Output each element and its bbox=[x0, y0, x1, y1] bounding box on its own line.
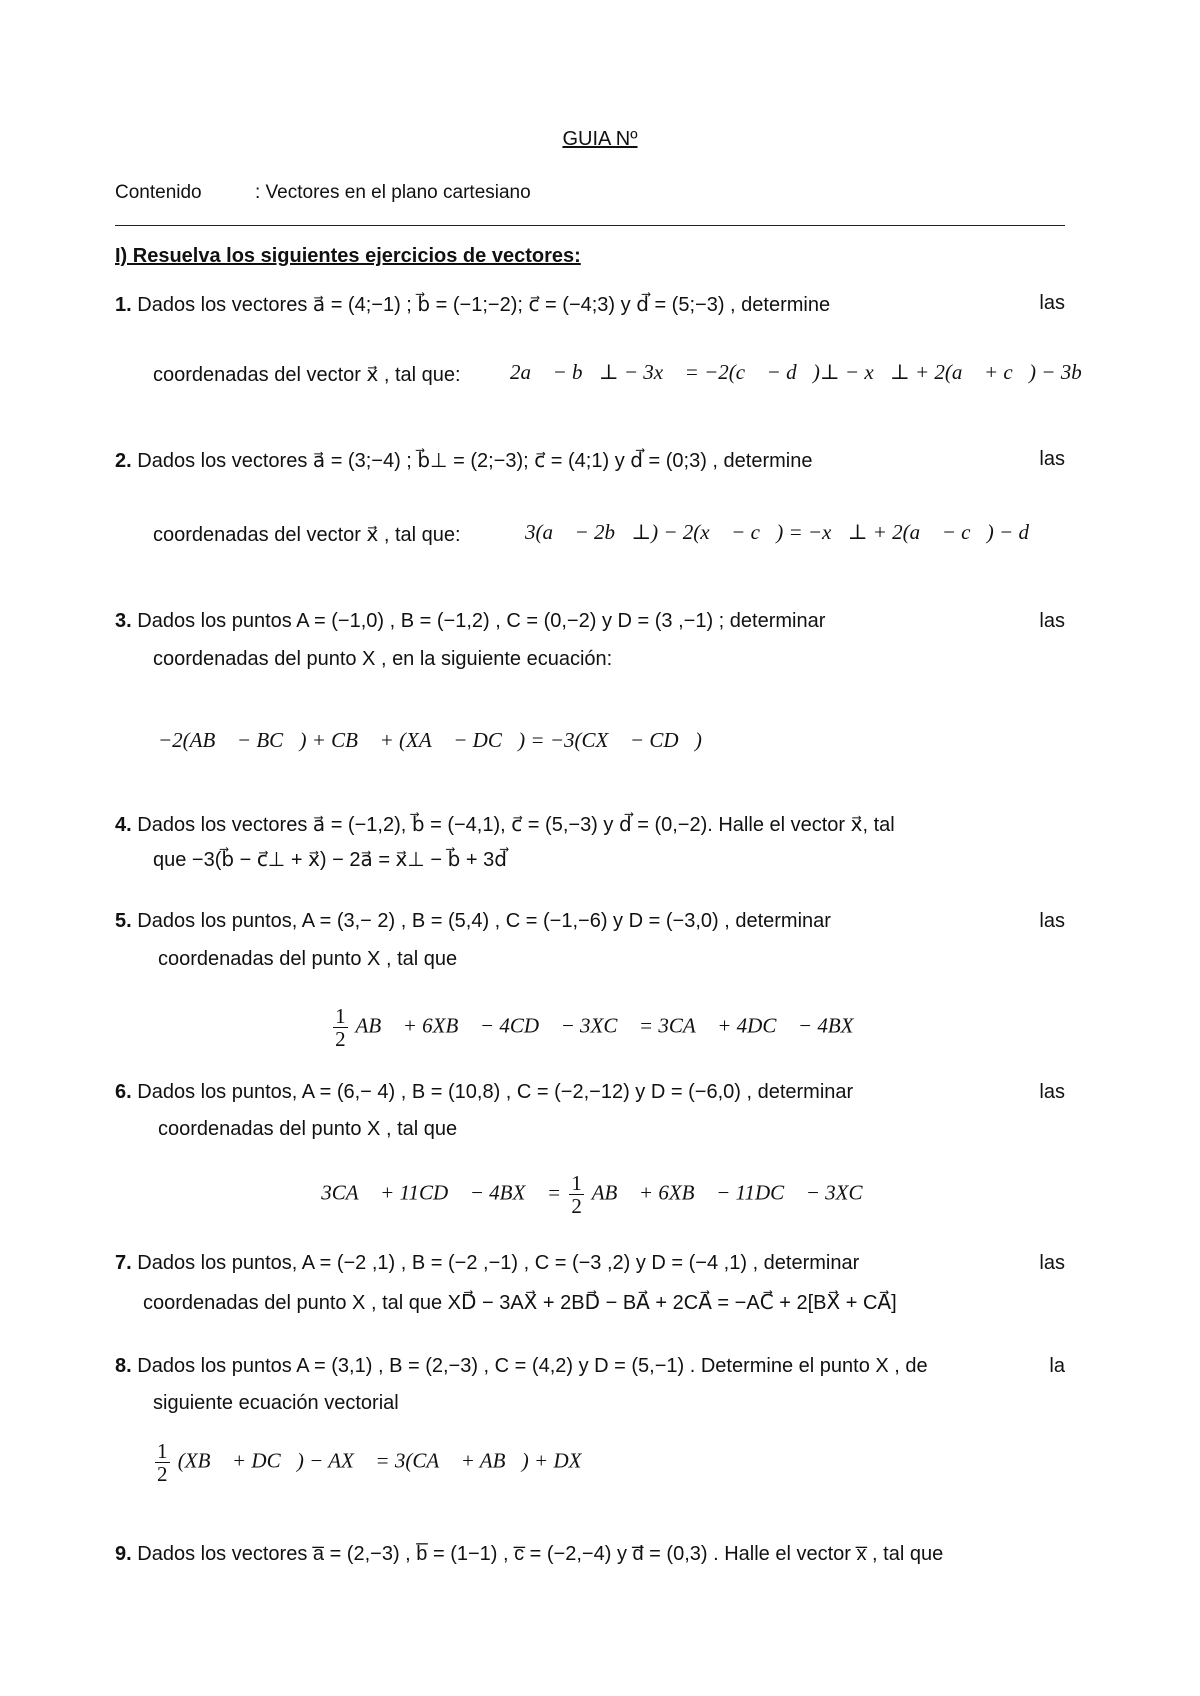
exercise-1-number: 1. bbox=[115, 294, 132, 316]
exercise-7-line-1 bbox=[115, 1252, 1065, 1275]
exercise-8-statement: Dados los puntos A = (3,1) , B = (2,−3) , C = (4,2) y D = (5,−1) . Determine el punto X , de bbox=[137, 1355, 928, 1377]
exercise-2-number: 2. bbox=[115, 450, 132, 472]
page-title: GUIA Nº bbox=[562, 128, 638, 150]
exercise-5-fraction-numerator: 1 bbox=[335, 1004, 346, 1028]
header-divider bbox=[115, 225, 1065, 226]
contenido-label: Contenido bbox=[115, 182, 202, 203]
exercise-6-line-2: coordenadas del punto X , tal que bbox=[158, 1118, 458, 1140]
exercise-8-equation-body: (XB⃗ + DC⃗) − AX⃗ = 3(CA⃗ + AB⃗) + DX⃗ bbox=[177, 1448, 598, 1473]
exercise-8-fraction-numerator: 1 bbox=[157, 1439, 168, 1463]
exercise-3-line-1 bbox=[115, 610, 1065, 633]
exercise-9-line-1 bbox=[115, 1543, 1075, 1566]
exercise-1-statement-end: las bbox=[1039, 292, 1065, 314]
exercise-3-line-2: coordenadas del punto X , en la siguiente ecuación: bbox=[153, 648, 613, 670]
exercise-4-statement: Dados los vectores a⃗ = (−1,2), b⃗ = (−4,1), c⃗ = (5,−3) y d⃗ = (0,−2). Halle el vector x⃗, tal bbox=[137, 814, 895, 836]
exercise-7-number: 7. bbox=[115, 1252, 132, 1274]
exercise-8-line-1 bbox=[115, 1355, 1065, 1378]
exercise-5-number: 5. bbox=[115, 910, 132, 932]
exercise-6-line-1 bbox=[115, 1081, 1065, 1104]
exercise-4-line-2: que −3(b⃗ − c⃗⊥ + x⃗) − 2a⃗ = x⃗⊥ − b⃗ + 3d⃗ bbox=[153, 849, 507, 871]
exercise-3-equation: −2(AB⃗ − BC⃗) + CB⃗ + (XA⃗ − DC⃗) = −3(CX⃗ − CD⃗) bbox=[158, 728, 702, 752]
section-heading: I) Resuelva los siguientes ejercicios de vectores: bbox=[115, 245, 581, 267]
exercise-6-number: 6. bbox=[115, 1081, 132, 1103]
exercise-2-line-2: coordenadas del vector x⃗ , tal que: bbox=[153, 524, 461, 546]
exercise-2-statement-end: las bbox=[1039, 448, 1065, 470]
exercise-3-statement-end: las bbox=[1039, 610, 1065, 632]
exercise-5-line-1 bbox=[115, 910, 1065, 933]
exercise-5-fraction bbox=[333, 1005, 348, 1050]
exercise-4-line-1 bbox=[115, 812, 1065, 837]
exercise-5-statement-end: las bbox=[1039, 910, 1065, 932]
exercise-1-line-2: coordenadas del vector x⃗ , tal que: bbox=[153, 364, 461, 386]
exercise-2-statement: Dados los vectores a⃗ = (3;−4) ; b⃗⊥ = (2;−3); c⃗ = (4;1) y d⃗ = (0;3) , determine bbox=[137, 450, 813, 472]
exercise-1-statement: Dados los vectores a⃗ = (4;−1) ; b⃗ = (−1;−2); c⃗ = (−4;3) y d⃗ = (5;−3) , determine bbox=[137, 294, 831, 316]
exercise-5-line-2: coordenadas del punto X , tal que bbox=[158, 948, 458, 970]
exercise-5-equation bbox=[0, 1005, 1200, 1050]
exercise-5-statement: Dados los puntos, A = (3,− 2) , B = (5,4) , C = (−1,−6) y D = (−3,0) , determinar bbox=[137, 910, 831, 932]
exercise-8-fraction bbox=[155, 1440, 170, 1485]
exercise-3-statement: Dados los puntos A = (−1,0) , B = (−1,2) , C = (0,−2) y D = (3 ,−1) ; determinar bbox=[137, 610, 826, 632]
exercise-8-line-2: siguiente ecuación vectorial bbox=[153, 1392, 399, 1414]
exercise-6-statement-end: las bbox=[1039, 1081, 1065, 1103]
exercise-8-number: 8. bbox=[115, 1355, 132, 1377]
exercise-6-fraction bbox=[569, 1172, 584, 1217]
exercise-5-fraction-denominator: 2 bbox=[335, 1027, 346, 1052]
exercise-6-statement: Dados los puntos, A = (6,− 4) , B = (10,8) , C = (−2,−12) y D = (−6,0) , determinar bbox=[137, 1081, 854, 1103]
exercise-9-number: 9. bbox=[115, 1543, 132, 1565]
exercise-6-equation bbox=[0, 1172, 1200, 1217]
exercise-2-equation: 3(a⃗ − 2b⃗⊥) − 2(x⃗ − c⃗) = −x⃗⊥ + 2(a⃗ − c⃗) − d⃗ bbox=[525, 520, 1046, 544]
exercise-8-fraction-denominator: 2 bbox=[157, 1462, 168, 1487]
exercise-7-statement-end: las bbox=[1039, 1252, 1065, 1274]
exercise-7-line-2: coordenadas del punto X , tal que XD⃗ − 3AX⃗ + 2BD⃗ − BA⃗ + 2CA⃗ = −AC⃗ + 2[BX⃗ + CA⃗] bbox=[143, 1292, 897, 1314]
exercise-6-equation-left: 3CA⃗ + 11CD⃗ − 4BX⃗ = bbox=[321, 1180, 562, 1205]
exercise-2-line-1 bbox=[115, 448, 1065, 473]
exercise-3-number: 3. bbox=[115, 610, 132, 632]
exercise-6-fraction-numerator: 1 bbox=[571, 1171, 582, 1195]
exercise-7-statement: Dados los puntos, A = (−2 ,1) , B = (−2 ,−1) , C = (−3 ,2) y D = (−4 ,1) , determinar bbox=[137, 1252, 860, 1274]
contenido-value: : Vectores en el plano cartesiano bbox=[255, 182, 531, 203]
exercise-8-statement-end: la bbox=[1049, 1355, 1065, 1377]
exercise-5-equation-body: AB⃗ + 6XB⃗ − 4CD⃗ − 3XC⃗ = 3CA⃗ + 4DC⃗ − 4BX⃗ bbox=[355, 1013, 870, 1038]
exercise-9-statement: Dados los vectores a̅ = (2,−3) , b̅ = (1−1) , c̅ = (−2,−4) y d̅ = (0,3) . Halle el vector x̅ , tal que bbox=[137, 1543, 944, 1565]
exercise-1-equation: 2a⃗ − b⃗⊥ − 3x⃗ = −2(c⃗ − d⃗)⊥ − x⃗⊥ + 2(a⃗ + c⃗) − 3b⃗ bbox=[510, 360, 1099, 384]
exercise-8-equation bbox=[152, 1440, 598, 1485]
exercise-6-equation-right: AB⃗ + 6XB⃗ − 11DC⃗ − 3XC⃗ bbox=[591, 1180, 879, 1205]
exercise-6-fraction-denominator: 2 bbox=[571, 1194, 582, 1219]
exercise-4-number: 4. bbox=[115, 814, 132, 836]
exercise-1-line-1 bbox=[115, 292, 1065, 317]
